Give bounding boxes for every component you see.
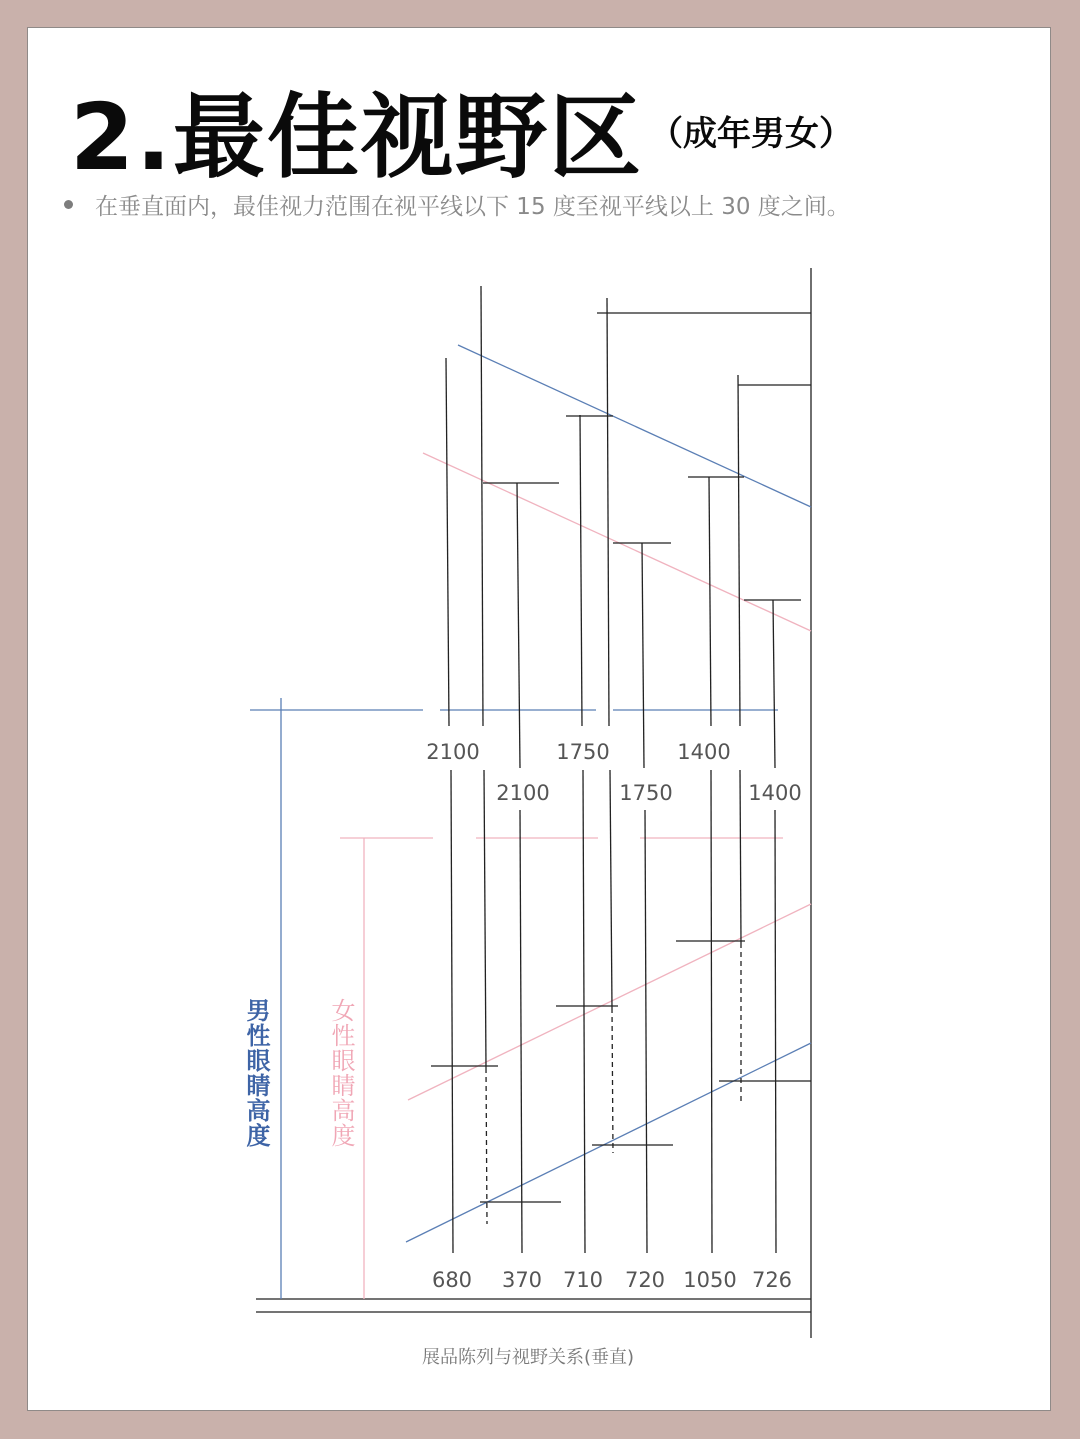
- height-label: 1750: [556, 740, 610, 764]
- display-line: [738, 375, 740, 726]
- display-line: [583, 770, 585, 1253]
- female-eye-height-label: 女性眼睛高度: [327, 998, 355, 1148]
- display-line: [451, 770, 453, 1253]
- display-line: [517, 483, 520, 768]
- female-lower-sightline: [408, 904, 811, 1100]
- height-label: 1750: [619, 781, 673, 805]
- title-subtitle: （成年男女）: [648, 113, 853, 154]
- display-line: [446, 358, 449, 726]
- male-lower-sightline: [406, 1043, 811, 1242]
- height-label: 1400: [677, 740, 731, 764]
- base-height-label: 720: [624, 1268, 666, 1292]
- male-eye-height-label: 男性眼睛高度: [242, 998, 270, 1148]
- display-dashed-line: [612, 1008, 613, 1153]
- base-height-label: 370: [501, 1268, 543, 1292]
- base-height-label: 710: [562, 1268, 604, 1292]
- diagram-caption: 展品陈列与视野关系(垂直): [421, 1347, 635, 1368]
- display-line: [740, 770, 741, 943]
- display-line: [607, 298, 609, 726]
- poster-card: [27, 27, 1051, 1411]
- display-line: [481, 286, 483, 726]
- display-line: [773, 600, 775, 768]
- height-label: 2100: [426, 740, 480, 764]
- display-line: [642, 543, 644, 768]
- display-line: [610, 770, 612, 1008]
- description-text: 在垂直面内，最佳视力范围在视平线以下 15 度至视平线以上 30 度之间。: [95, 194, 850, 220]
- display-line: [580, 415, 582, 726]
- display-line: [709, 477, 711, 726]
- vertical-vision-diagram: [28, 28, 1051, 1411]
- display-line: [484, 770, 486, 1068]
- height-label: 2100: [496, 781, 550, 805]
- display-dashed-line: [486, 1068, 487, 1224]
- base-height-label: 680: [431, 1268, 473, 1292]
- display-line: [711, 770, 712, 1253]
- base-height-label: 1050: [683, 1268, 737, 1292]
- base-height-label: 726: [751, 1268, 793, 1292]
- height-label: 1400: [748, 781, 802, 805]
- display-line: [775, 810, 776, 1253]
- title-main: 2.最佳视野区: [70, 84, 643, 191]
- display-line: [645, 810, 647, 1253]
